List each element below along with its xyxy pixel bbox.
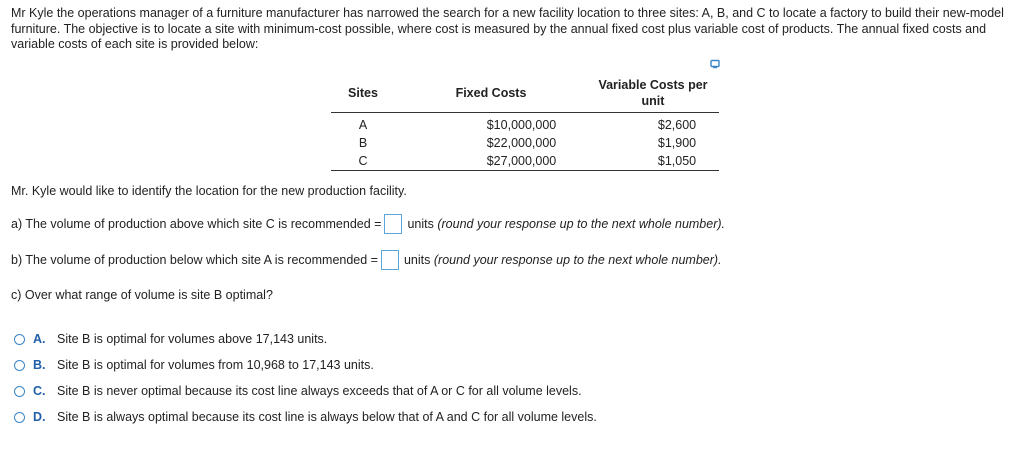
question-b-rounding-note: (round your response up to the next whole number).	[433, 253, 722, 267]
fixed-cost-cell	[395, 134, 587, 152]
option-text: Site B is optimal for volumes above 17,143 units.	[57, 332, 328, 346]
option-c[interactable]	[14, 378, 597, 404]
question-b	[11, 250, 722, 270]
radio-button-icon[interactable]	[14, 386, 25, 397]
question-c-label: c) Over what range of volume is site B optimal?	[11, 288, 273, 302]
table-header-row	[331, 74, 719, 113]
radio-button-icon[interactable]	[14, 360, 25, 371]
radio-button-icon[interactable]	[14, 412, 25, 423]
question-a-label: a) The volume of production above which site C is recommended =	[11, 217, 382, 231]
option-letter: C.	[33, 384, 46, 398]
option-a[interactable]	[14, 326, 597, 352]
question-b-units-word: units	[403, 253, 431, 267]
cost-table	[331, 74, 719, 171]
variable-cost-cell	[587, 152, 719, 171]
table-row	[331, 152, 719, 171]
question-stem: Mr. Kyle would like to identify the location for the new production facility.	[11, 184, 407, 198]
question-a-units-word: units	[407, 217, 434, 231]
variable-cost-value: $1,900	[657, 136, 697, 150]
variable-cost-cell	[587, 134, 719, 152]
table-row	[331, 134, 719, 152]
option-letter: A.	[33, 332, 46, 346]
question-a-units	[407, 217, 725, 231]
fixed-cost-value: $22,000,000	[486, 136, 557, 150]
fixed-cost-value: $10,000,000	[486, 118, 557, 132]
table-row	[331, 113, 719, 135]
question-a	[11, 214, 725, 234]
option-b[interactable]	[14, 352, 597, 378]
option-text: Site B is never optimal because its cost line always exceeds that of A or C for all volume levels.	[57, 384, 582, 398]
fixed-cost-cell	[395, 152, 587, 171]
header-sites: Sites	[331, 74, 395, 113]
fixed-cost-value: $27,000,000	[486, 154, 557, 168]
option-text: Site B is always optimal because its cost line is always below that of A and C for all volume levels.	[57, 410, 597, 424]
option-letter: D.	[33, 410, 46, 424]
radio-button-icon[interactable]	[14, 334, 25, 345]
question-b-units	[404, 253, 722, 267]
site-cell: C	[331, 152, 395, 171]
question-b-label: b) The volume of production below which site A is recommended =	[11, 253, 378, 267]
variable-cost-cell	[587, 113, 719, 135]
fixed-cost-cell	[395, 113, 587, 135]
copy-table-icon[interactable]	[710, 58, 721, 69]
option-letter: B.	[33, 358, 46, 372]
question-b-answer-input[interactable]	[381, 250, 399, 270]
option-text: Site B is optimal for volumes from 10,968 to 17,143 units.	[57, 358, 374, 372]
option-d[interactable]	[14, 404, 597, 430]
question-a-rounding-note: (round your response up to the next whole number).	[437, 217, 726, 231]
question-c	[11, 288, 273, 302]
problem-intro: Mr Kyle the operations manager of a furniture manufacturer has narrowed the search for a new facility location to three sites: A, B, and C to locate a factory to build their new-model furniture. The objective is to locate a site with minimum-cost possible, where cost is measured by the annual fixed cost plus variable cost of products. The annual fixed costs and variable costs of each site is provided below:	[11, 6, 1004, 51]
variable-cost-value: $2,600	[657, 118, 697, 132]
site-cell: B	[358, 136, 368, 150]
variable-cost-value: $1,050	[657, 154, 697, 168]
header-fixed-costs: Fixed Costs	[395, 74, 587, 113]
question-a-answer-input[interactable]	[384, 214, 402, 234]
header-variable-costs: Variable Costs per unit	[587, 74, 719, 113]
answer-options	[14, 326, 597, 430]
site-cell: A	[358, 118, 368, 132]
